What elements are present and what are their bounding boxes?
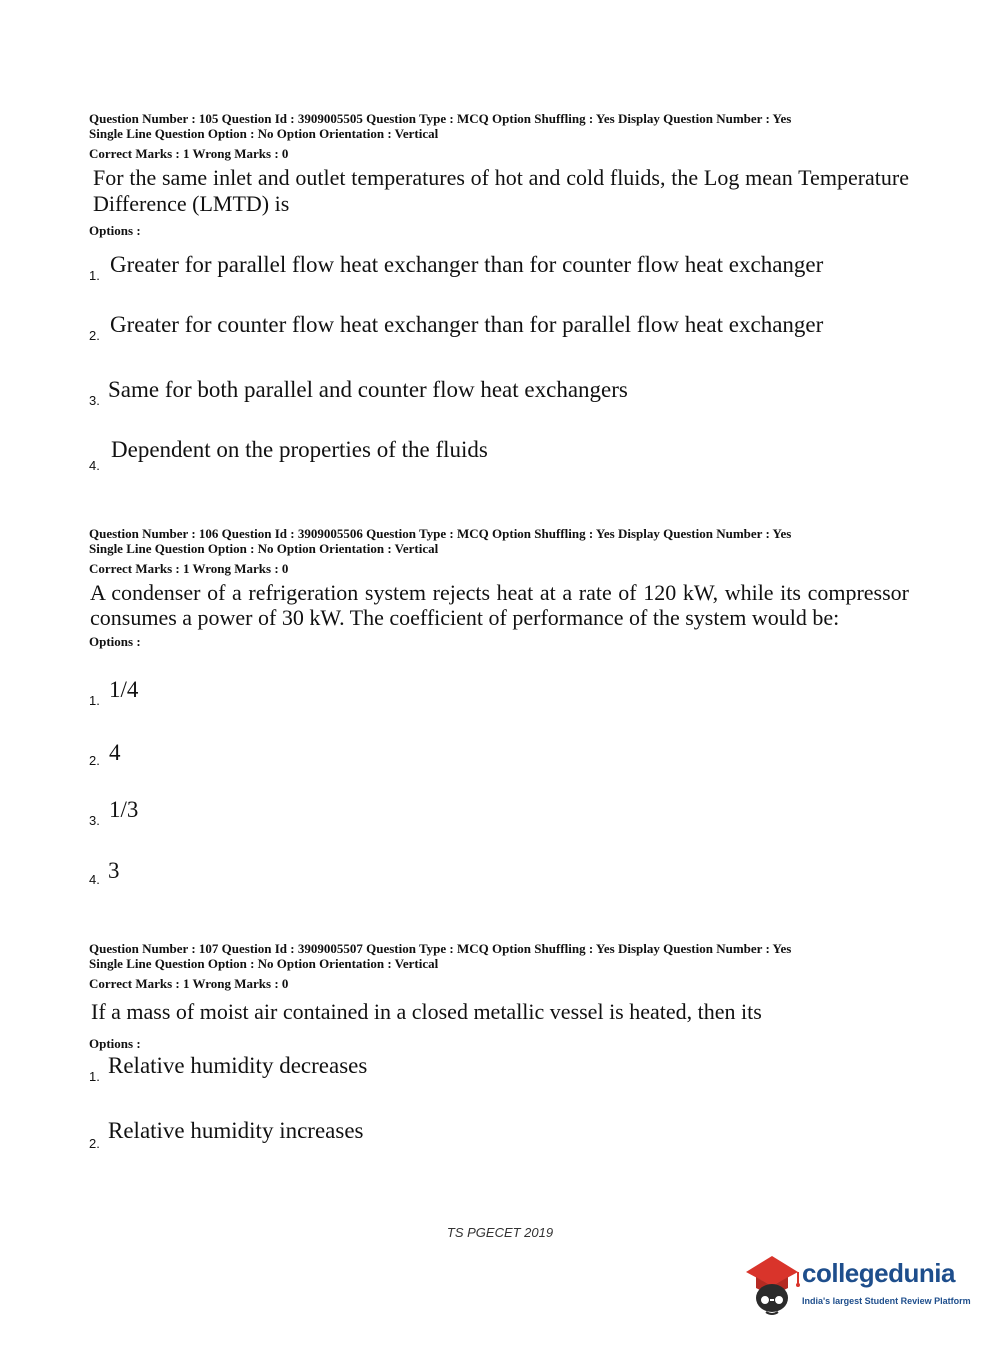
option-text: 4 <box>109 740 121 765</box>
option-text: Dependent on the properties of the fluids <box>111 437 488 462</box>
option-number: 2. <box>89 753 100 768</box>
logo-tagline: India's largest Student Review Platform <box>802 1296 971 1306</box>
options-label: Options : <box>89 634 141 649</box>
question-105 <box>89 111 909 239</box>
question-text: For the same inlet and outlet temperatures of hot and cold fluids, the Log mean Temperature Difference (LMTD) is <box>93 165 909 216</box>
collegedunia-logo <box>742 1250 972 1320</box>
option-number: 1. <box>89 268 100 283</box>
options-label: Options : <box>89 223 141 238</box>
question-marks: Correct Marks : 1 Wrong Marks : 0 <box>89 976 289 991</box>
option-text: Greater for parallel flow heat exchanger than for counter flow heat exchanger <box>110 252 824 277</box>
question-meta: Question Number : 105 Question Id : 3909005505 Question Type : MCQ Option Shuffling : Yes Display Question Number : Yes <box>89 111 792 126</box>
option-text: Same for both parallel and counter flow heat exchangers <box>108 377 628 402</box>
option-number: 4. <box>89 872 100 887</box>
option-number: 3. <box>89 393 100 408</box>
question-107 <box>89 941 909 1052</box>
question-text: If a mass of moist air contained in a closed metallic vessel is heated, then its <box>91 999 762 1024</box>
question-meta: Single Line Question Option : No Option Orientation : Vertical <box>89 541 439 556</box>
option-text: 1/3 <box>109 797 139 822</box>
option-text: 3 <box>108 858 120 883</box>
question-meta: Question Number : 106 Question Id : 3909005506 Question Type : MCQ Option Shuffling : Yes Display Question Number : Yes <box>89 526 792 541</box>
option-number: 4. <box>89 458 100 473</box>
question-text: A condenser of a refrigeration system rejects heat at a rate of 120 kW, while its compressor consumes a power of 30 kW. The coefficient of performance of the system would be: <box>90 580 909 630</box>
option-text: Relative humidity increases <box>108 1118 364 1143</box>
question-meta: Question Number : 107 Question Id : 3909005507 Question Type : MCQ Option Shuffling : Yes Display Question Number : Yes <box>89 941 792 956</box>
question-106 <box>89 526 909 650</box>
graduate-mascot-icon <box>742 1250 800 1316</box>
option-text: Greater for counter flow heat exchanger than for parallel flow heat exchanger <box>110 312 824 337</box>
page-footer: TS PGECET 2019 <box>446 1225 554 1240</box>
question-meta: Single Line Question Option : No Option Orientation : Vertical <box>89 126 439 141</box>
option-number: 2. <box>89 328 100 343</box>
logo-wordmark: collegedunia <box>802 1258 955 1288</box>
option-number: 1. <box>89 693 100 708</box>
option-number: 1. <box>89 1069 100 1084</box>
option-text: Relative humidity decreases <box>108 1053 368 1078</box>
question-meta: Single Line Question Option : No Option Orientation : Vertical <box>89 956 439 971</box>
question-marks: Correct Marks : 1 Wrong Marks : 0 <box>89 146 289 161</box>
question-marks: Correct Marks : 1 Wrong Marks : 0 <box>89 561 289 576</box>
option-text: 1/4 <box>109 677 139 702</box>
option-number: 2. <box>89 1136 100 1151</box>
option-number: 3. <box>89 813 100 828</box>
options-label: Options : <box>89 1036 141 1051</box>
